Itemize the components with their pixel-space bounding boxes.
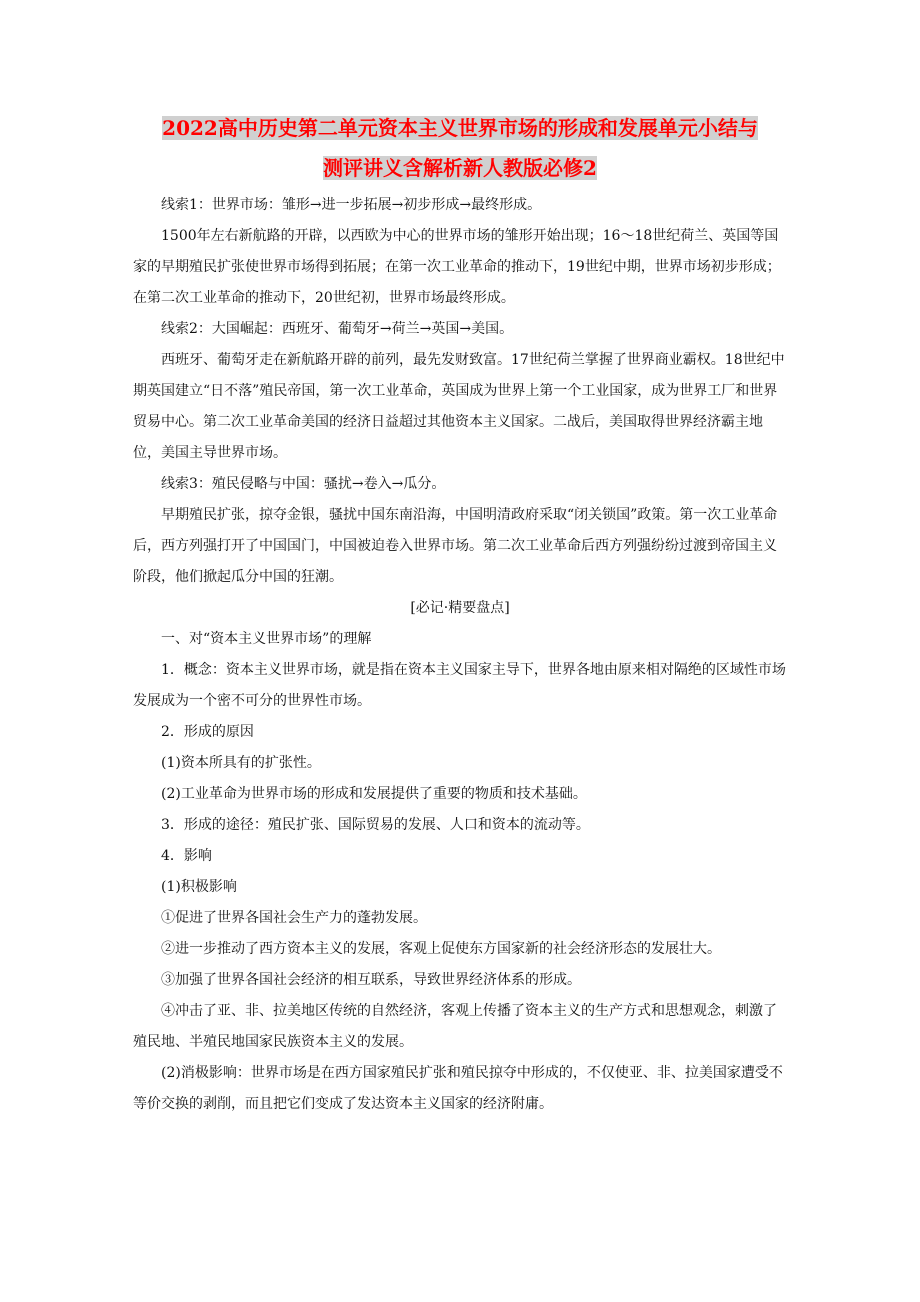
causes-heading: 2．形成的原因 — [161, 724, 254, 740]
positive-impact-3: ③加强了世界各国社会经济的相互联系，导致世界经济体系的形成。 — [161, 972, 581, 988]
title-line-2: 测评讲义含解析新人教版必修2 — [323, 156, 597, 180]
clue-1-text: 1500年左右新航路的开辟，以西欧为中心的世界市场的雏形开始出现；16～18世纪荷兰、英国等国家的早期殖民扩张使世界市场得到拓展；在第一次工业革命的推动下，19世纪中期，世界市场初步形成；在第二次工业革命的推动下，20世纪初，世界市场最终形成。 — [133, 228, 781, 306]
section-heading: 一、对“资本主义世界市场”的理解 — [161, 631, 372, 647]
clue-2-heading: 线索2：大国崛起：西班牙、葡萄牙→荷兰→英国→美国。 — [161, 321, 514, 337]
paths-item: 3．形成的途径：殖民扩张、国际贸易的发展、人口和资本的流动等。 — [161, 817, 590, 833]
clue-2-text: 西班牙、葡萄牙走在新航路开辟的前列，最先发财致富。17世纪荷兰掌握了世界商业霸权。18世纪中期英国建立“日不落”殖民帝国，第一次工业革命，英国成为世界上第一个工业国家，成为世界工厂和世界贸易中心。第二次工业革命美国的经济日益超过其他资本主义国家。二战后，美国取得世界经济霸主地位，美国主导世界市场。 — [133, 352, 785, 461]
positive-impact-heading: (1)积极影响 — [161, 879, 237, 895]
negative-impact: (2)消极影响：世界市场是在西方国家殖民扩张和殖民掠夺中形成的，不仅使亚、非、拉美国家遭受不等价交换的剥削，而且把它们变成了发达资本主义国家的经济附庸。 — [133, 1065, 783, 1112]
section-label: [必记·精要盘点] — [410, 600, 510, 616]
positive-impact-1: ①促进了世界各国社会生产力的蓬勃发展。 — [161, 910, 427, 926]
cause-item-1: (1)资本所具有的扩张性。 — [161, 755, 321, 771]
cause-item-2: (2)工业革命为世界市场的形成和发展提供了重要的物质和技术基础。 — [161, 786, 587, 802]
document-body — [133, 190, 787, 1120]
positive-impact-4: ④冲击了亚、非、拉美地区传统的自然经济，客观上传播了资本主义的生产方式和思想观念，刺激了殖民地、半殖民地国家民族资本主义的发展。 — [133, 1003, 777, 1050]
positive-impact-2: ②进一步推动了西方资本主义的发展，客观上促使东方国家新的社会经济形态的发展壮大。 — [161, 941, 721, 957]
document-title — [118, 108, 802, 188]
clue-1-heading: 线索1：世界市场：雏形→进一步拓展→初步形成→最终形成。 — [161, 197, 542, 213]
concept-item: 1．概念：资本主义世界市场，就是指在资本主义国家主导下，世界各地由原来相对隔绝的区域性市场发展成为一个密不可分的世界性市场。 — [133, 662, 786, 709]
clue-3-text: 早期殖民扩张，掠夺金银，骚扰中国东南沿海，中国明清政府采取“闭关锁国”政策。第一次工业革命后，西方列强打开了中国国门，中国被迫卷入世界市场。第二次工业革命后西方列强纷纷过渡到帝国主义阶段，他们掀起瓜分中国的狂潮。 — [133, 507, 778, 585]
impact-heading: 4．影响 — [161, 848, 212, 864]
title-line-1: 2022高中历史第二单元资本主义世界市场的形成和发展单元小结与 — [162, 116, 758, 140]
clue-3-heading: 线索3：殖民侵略与中国：骚扰→卷入→瓜分。 — [161, 476, 446, 492]
